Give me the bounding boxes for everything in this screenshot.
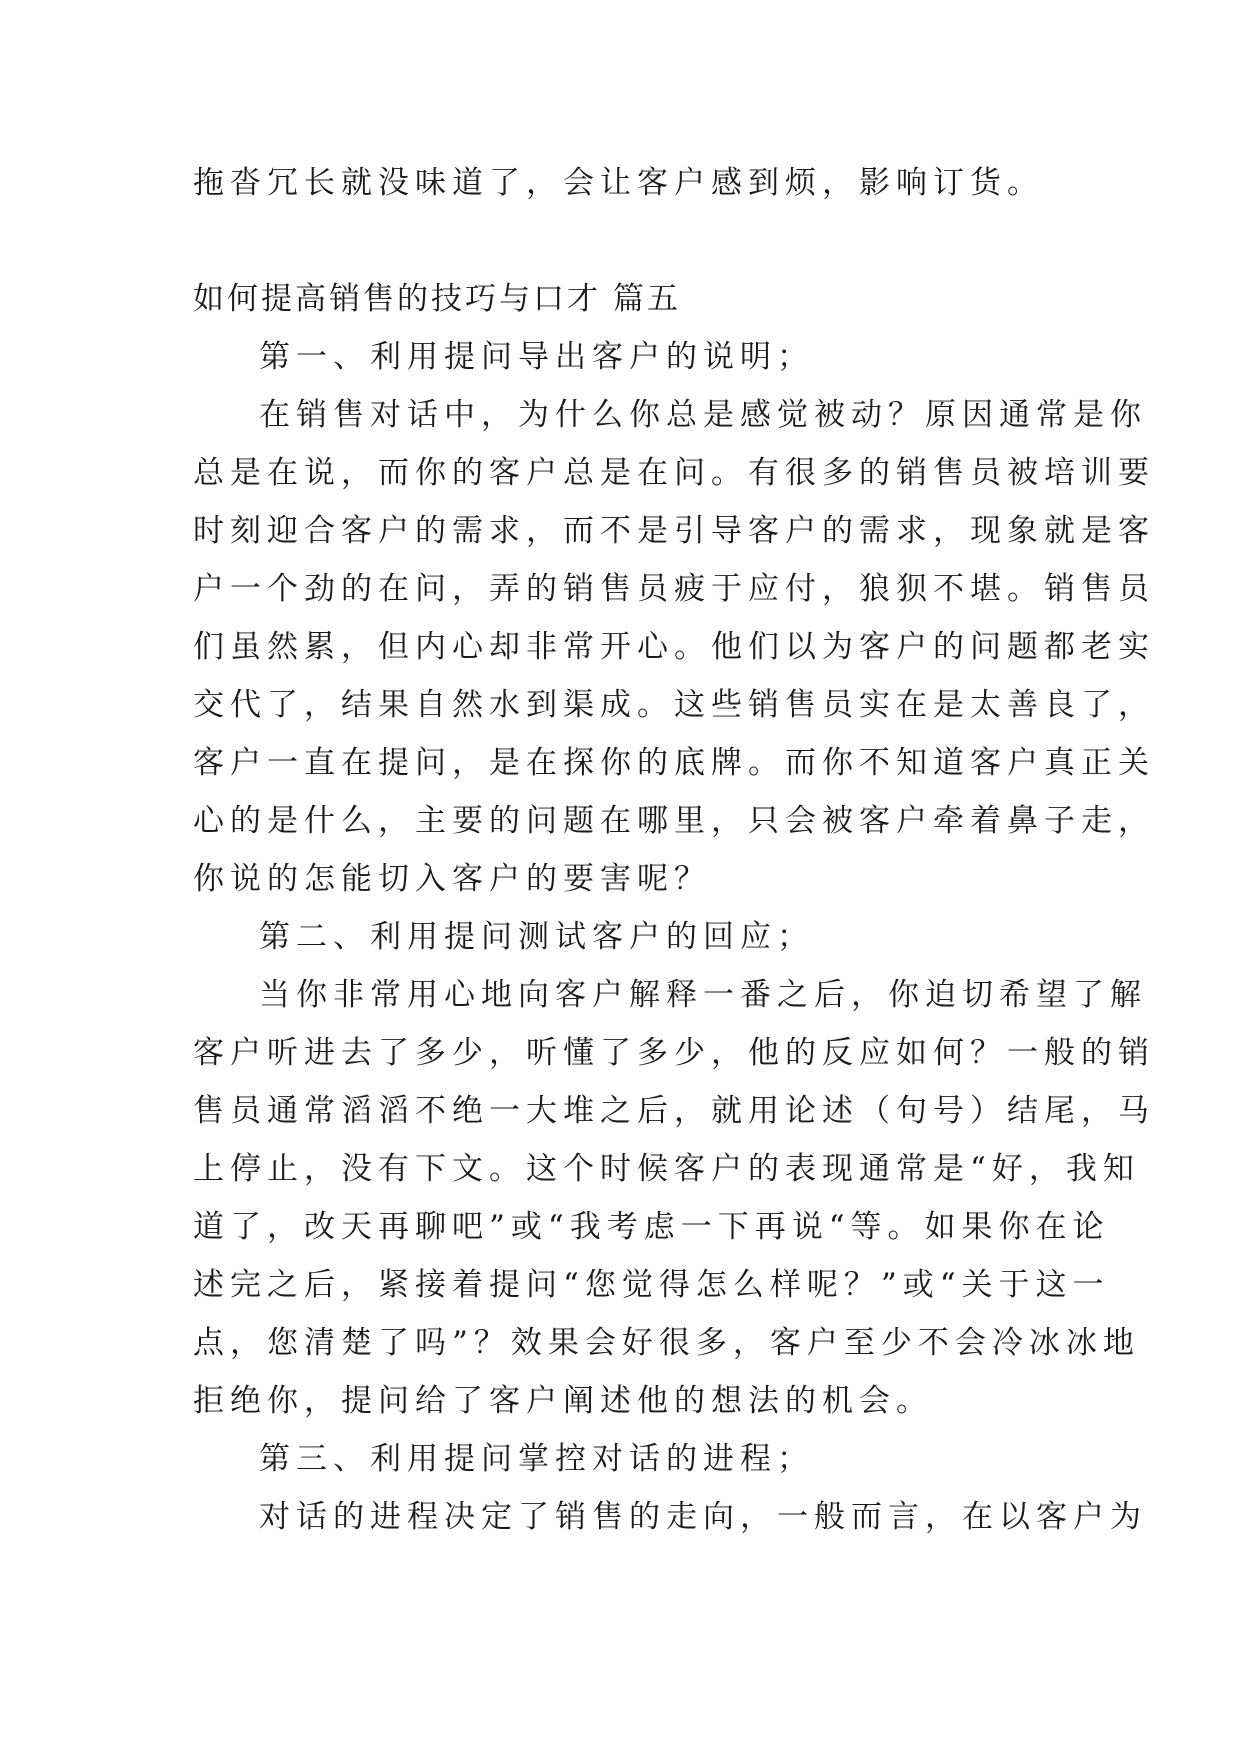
section-tag: 篇五 xyxy=(613,281,681,317)
paragraph-gap xyxy=(193,212,1065,270)
body-line: 当你非常用心地向客户解释一番之后，你迫切希望了解 xyxy=(259,977,1147,1013)
body-line: 们虽然累，但内心却非常开心。他们以为客户的问题都老实 xyxy=(193,629,1155,665)
body-line: 售员通常滔滔不绝一大堆之后，就用论述（句号）结尾，马 xyxy=(193,1093,1155,1129)
body-line: 客户听进去了多少，听懂了多少，他的反应如何？一般的销 xyxy=(193,1035,1155,1071)
point-heading-2: 第二、利用提问测试客户的回应； xyxy=(259,919,814,955)
body-line: 客户一直在提问，是在探你的底牌。而你不知道客户真正关 xyxy=(193,745,1155,781)
body-line: 道了，改天再聊吧”或“我考虑一下再说“等。如果你在论 xyxy=(193,1209,1110,1245)
point-heading-1: 第一、利用提问导出客户的说明； xyxy=(259,339,814,375)
body-line: 交代了，结果自然水到渠成。这些销售员实在是太善良了， xyxy=(193,687,1155,723)
body-line: 心的是什么，主要的问题在哪里，只会被客户牵着鼻子走， xyxy=(193,803,1155,839)
body-line: 对话的进程决定了销售的走向，一般而言，在以客户为 xyxy=(259,1499,1147,1535)
body-line: 总是在说，而你的客户总是在问。有很多的销售员被培训要 xyxy=(193,455,1155,491)
section-title-text: 如何提高销售的技巧与口才 xyxy=(193,281,601,317)
body-line: 点，您清楚了吗”？效果会好很多，客户至少不会冷冰冰地 xyxy=(193,1325,1140,1361)
point-heading-3: 第三、利用提问掌控对话的进程； xyxy=(259,1441,814,1477)
body-line: 户一个劲的在问，弄的销售员疲于应付，狼狈不堪。销售员 xyxy=(193,571,1155,607)
document-page xyxy=(193,154,1155,1546)
body-line: 你说的怎能切入客户的要害呢？ xyxy=(193,861,711,897)
body-line: 在销售对话中，为什么你总是感觉被动？原因通常是你 xyxy=(259,397,1147,433)
body-line: 拒绝你，提问给了客户阐述他的想法的机会。 xyxy=(193,1383,933,1419)
section-title xyxy=(193,270,1065,328)
body-line: 时刻迎合客户的需求，而不是引导客户的需求，现象就是客 xyxy=(193,513,1155,549)
body-line: 述完之后，紧接着提问“您觉得怎么样呢？”或“关于这一 xyxy=(193,1267,1110,1303)
intro-tail-line: 拖沓冗长就没味道了，会让客户感到烦，影响订货。 xyxy=(193,165,1044,201)
body-line: 上停止，没有下文。这个时候客户的表现通常是“好，我知 xyxy=(193,1151,1140,1187)
